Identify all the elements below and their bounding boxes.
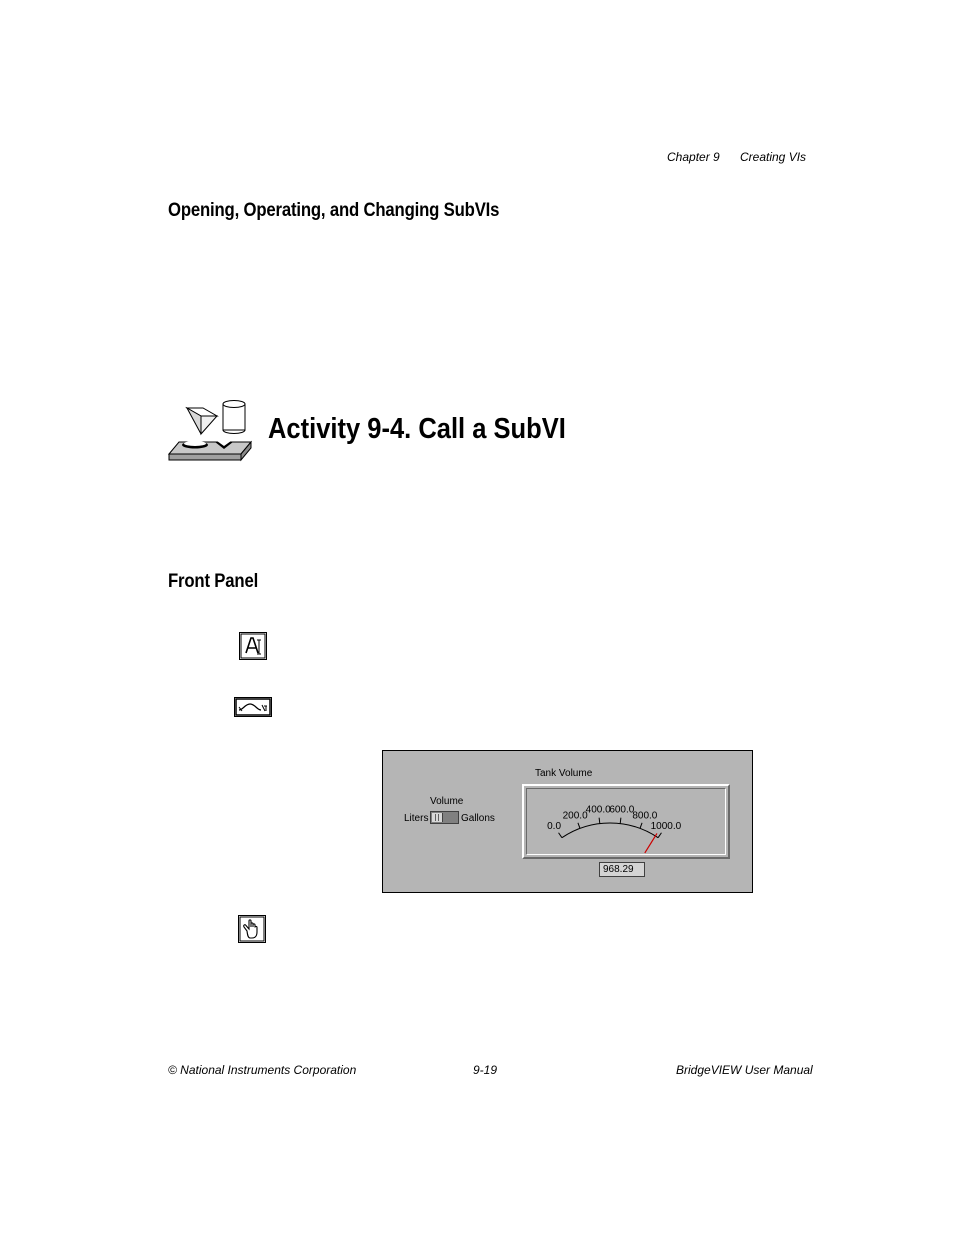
gauge-tick — [578, 823, 580, 829]
switch-caption: Volume — [430, 796, 464, 807]
volume-switch[interactable] — [430, 811, 459, 824]
gauge-caption: Tank Volume — [535, 768, 593, 779]
labeling-tool-icon — [239, 632, 267, 660]
gauge-scale-arc — [562, 823, 658, 838]
gauge-tick — [620, 818, 621, 824]
operating-tool-icon — [238, 915, 266, 943]
gauge-tick-label: 1000.0 — [650, 821, 682, 833]
tank-volume-gauge — [522, 784, 730, 859]
section-heading-front-panel: Front Panel — [168, 571, 259, 592]
gauge-tick-label: 600.0 — [609, 804, 635, 816]
gauge-face — [526, 788, 726, 855]
switch-right-label: Gallons — [461, 813, 495, 824]
section-heading-opening: Opening, Operating, and Changing SubVIs — [168, 200, 500, 221]
gauge-tick-label: 400.0 — [585, 804, 611, 816]
gauge-tick — [640, 823, 642, 829]
gauge-digital-display[interactable]: 968.29 — [599, 862, 645, 877]
switch-left-label: Liters — [404, 813, 429, 824]
activity-icon — [167, 398, 253, 462]
footer-manual-title: BridgeVIEW User Manual — [676, 1063, 813, 1077]
activity-title: Activity 9-4. Call a SubVI — [268, 413, 566, 445]
gauge-tick-label: 800.0 — [632, 810, 658, 822]
switch-knob[interactable] — [432, 813, 443, 822]
gauge-tick — [559, 833, 562, 838]
header-chapter: Chapter 9 — [667, 150, 720, 164]
footer-copyright: © National Instruments Corporation — [168, 1063, 357, 1077]
gauge-tick — [658, 833, 661, 838]
switch-control-icon — [234, 697, 272, 717]
gauge-dial — [527, 789, 727, 856]
header-chapter-title: Creating VIs — [740, 150, 807, 164]
front-panel-screenshot — [382, 750, 753, 893]
footer-page-number: 9-19 — [473, 1063, 498, 1077]
gauge-tick — [599, 818, 600, 824]
gauge-tick-label: 0.0 — [547, 821, 562, 833]
gauge-tick-label: 200.0 — [562, 810, 588, 822]
gauge-needle[interactable] — [645, 833, 657, 853]
